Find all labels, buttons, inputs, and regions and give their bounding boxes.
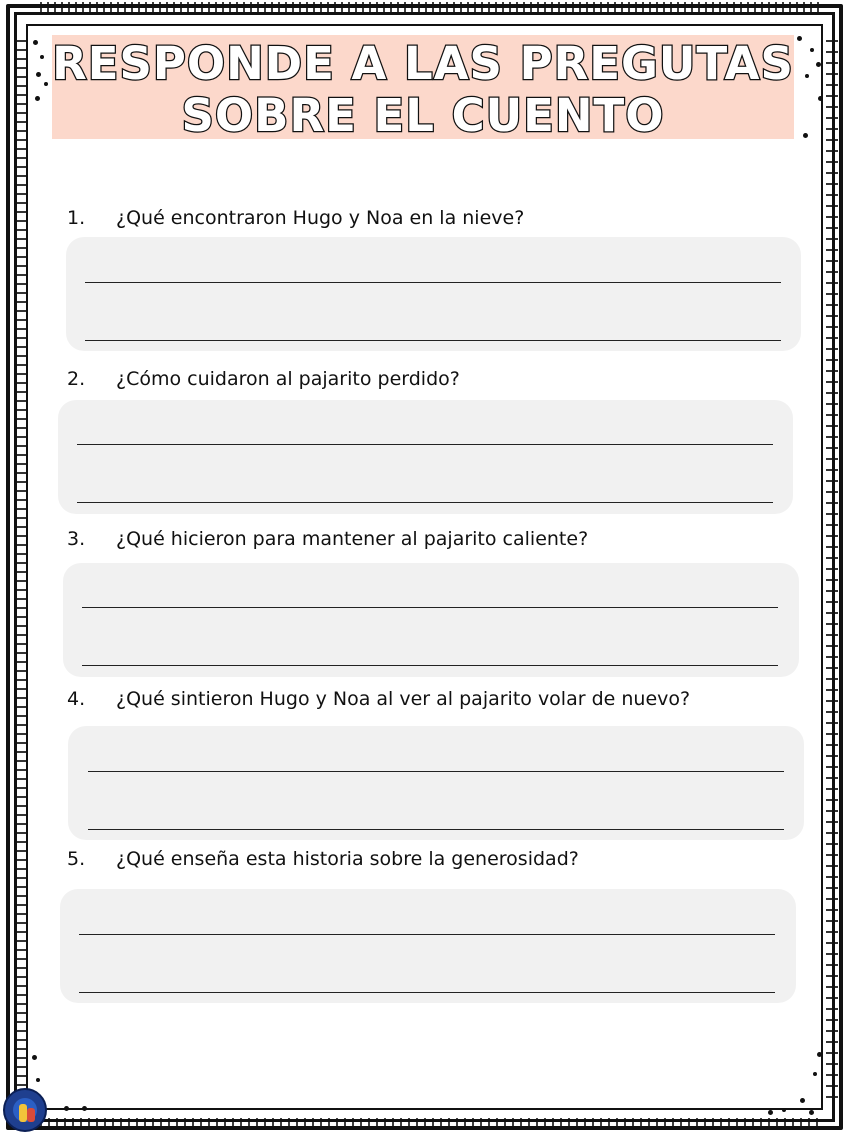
answer-box-1[interactable] [66,237,801,351]
question-3 [67,528,588,550]
answer-line [77,502,773,503]
answer-line [82,665,778,666]
answer-line [85,282,781,283]
school-logo-icon [3,1088,47,1132]
answer-box-2[interactable] [58,400,793,514]
question-text: ¿Qué encontraron Hugo y Noa en la nieve? [116,207,525,229]
question-number: 4. [67,688,86,710]
answer-box-5[interactable] [60,889,796,1003]
question-text: ¿Cómo cuidaron al pajarito perdido? [116,368,460,390]
page-title [52,38,794,142]
question-number: 3. [67,528,86,550]
question-text: ¿Qué sintieron Hugo y Noa al ver al pajarito volar de nuevo? [116,688,691,710]
answer-box-4[interactable] [68,726,804,840]
question-number: 5. [67,848,86,870]
answer-line [88,771,784,772]
question-number: 1. [67,207,86,229]
question-4 [67,688,690,710]
page-title-line-1: RESPONDE A LAS PREGUTAS [52,37,794,90]
question-text: ¿Qué enseña esta historia sobre la generosidad? [116,848,579,870]
answer-box-3[interactable] [63,563,799,677]
question-5 [67,848,579,870]
question-1 [67,207,524,229]
answer-line [88,829,784,830]
answer-line [79,934,775,935]
answer-line [79,992,775,993]
answer-line [77,444,773,445]
question-number: 2. [67,368,86,390]
question-text: ¿Qué hicieron para mantener al pajarito caliente? [116,528,589,550]
question-2 [67,368,460,390]
answer-line [82,607,778,608]
answer-line [85,340,781,341]
page-title-line-2: SOBRE EL CUENTO [181,89,665,142]
